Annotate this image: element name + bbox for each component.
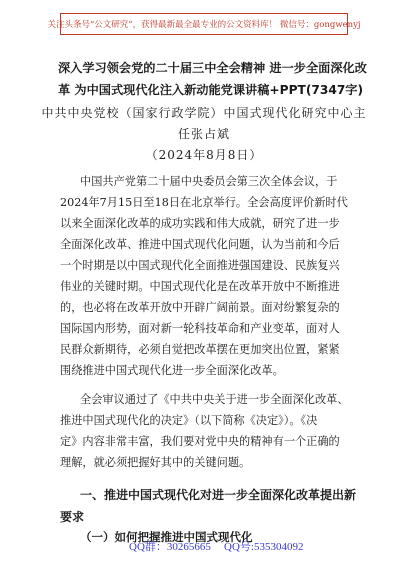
paragraph-line: 的，也必将在改革开放中开辟广阔前景。面对纷繁复杂的	[60, 301, 340, 314]
document-title-line-1: 深入学习领会党的二十届三中全会精神 进一步全面深化改	[58, 61, 367, 75]
section-heading-1-line-2: 要求	[60, 510, 85, 524]
subsection-heading: （一）如何把握推进中国式现代化	[80, 530, 253, 544]
paragraph-line: 伟业的关键时期。中国式现代化是在改革开放中不断推进	[60, 280, 340, 293]
footer-qq-number: QQ号:535304092	[224, 541, 304, 553]
paragraph-line: 围绕推进中国式现代化进一步全面深化改革。	[60, 364, 284, 377]
banner-text: 关注头条号“公文研究”，获得最新最全最专业的公文资料库！ 微信号：gongwenyj	[47, 20, 361, 30]
section-heading-1-line-1: 一、推进中国式现代化对进一步全面深化改革提出新	[80, 488, 357, 502]
document-title-line-2: 革 为中国式现代化注入新动能党课讲稿+PPT(7347字)	[58, 83, 364, 97]
paragraph-line: 理解，就必须把握好其中的关键问题。	[60, 456, 251, 469]
paragraph-line: 全面深化改革、推进中国式现代化问题，认为当前和今后	[60, 238, 340, 251]
author-name: 任张占斌	[177, 127, 230, 141]
paragraph-line: 定》内容非常丰富，我们要对党中央的精神有一个正确的	[60, 435, 340, 448]
paragraph-line: 推进中国式现代化的决定》（以下简称《决定》）。《决	[60, 414, 318, 427]
paragraph-line: 以来全面深化改革的成功实践和伟大成就，研究了进一步	[60, 217, 340, 230]
paragraph-line: 民群众新期待，必须自觉把改革摆在更加突出位置，紧紧	[60, 343, 340, 356]
paragraph-line: 一个时期是以中国式现代化全面推进强国建设、民族复兴	[60, 259, 340, 272]
author-org: 中共中央党校（国家行政学院）中国式现代化研究中心主	[41, 106, 367, 120]
footer-qq-group: QQ群：30265665	[129, 541, 211, 553]
document-date: （2024年8月8日）	[145, 148, 263, 162]
header-banner	[47, 13, 361, 35]
paragraph-line: 全会审议通过了《中共中央关于进一步全面深化改革、	[80, 393, 349, 406]
paragraph-line: 2024年7月15日至18日在北京举行。全会高度评价新时代	[60, 196, 348, 209]
paragraph-line: 中国共产党第二十届中央委员会第三次全体会议，于	[80, 175, 338, 188]
paragraph-line: 国际国内形势，面对新一轮科技革命和产业变革，面对人	[60, 322, 340, 335]
